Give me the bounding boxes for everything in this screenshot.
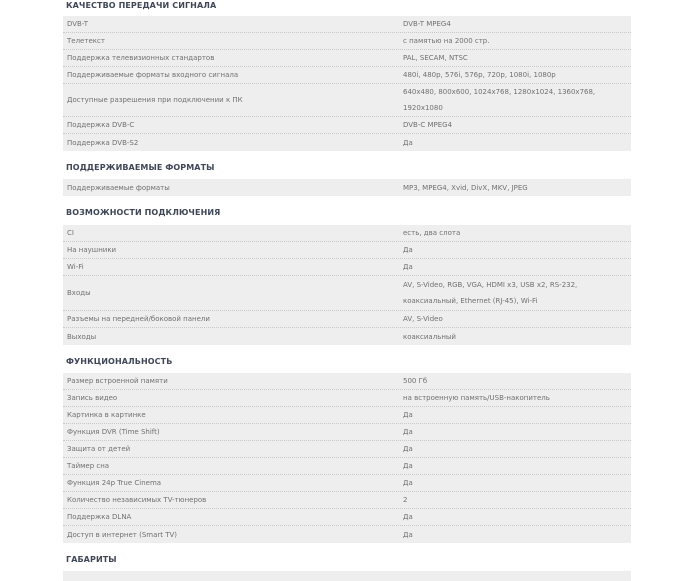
row-value: Да [403,138,413,147]
row-label: Доступные разрешения при подключении к ПК [67,96,243,104]
row-value: с памятью на 2000 стр. [403,37,490,45]
row-value: на встроенную память/USB-накопитель [403,394,550,402]
table-row [63,276,631,311]
spec-table [63,571,631,581]
table-row [63,373,631,390]
table-row [63,33,631,50]
row-value: 500 Гб [403,377,428,385]
row-value: Да [403,445,413,453]
row-value: 640x480, 800x600, 1024x768, 1280x1024, 1360x768, 1920x1080 [403,88,596,112]
spec-table [63,373,631,543]
table-row [63,50,631,67]
table-row [63,134,631,151]
table-row [63,259,631,276]
row-label: Поддерживаемые форматы [67,183,170,192]
row-label: Таймер сна [67,462,110,470]
row-value: Да [403,263,413,271]
table-row [63,84,631,117]
row-label: DVB-T [67,20,89,28]
row-value: Да [403,411,413,419]
table-row [63,441,631,458]
spec-table [63,225,631,345]
table-row [63,526,631,543]
table-row [63,67,631,84]
table-row [63,458,631,475]
table-row [63,328,631,345]
row-label: Поддержка DVB-C [67,121,135,129]
row-value: AV, S-Video, RGB, VGA, HDMI x3, USB x2, RS-232, коаксиальный, Ethernet (RJ-45), Wi-Fi [403,281,578,305]
table-row [63,492,631,509]
row-value: AV, S-Video [403,315,443,323]
row-value: коаксиальный [403,332,456,341]
row-label: Телетекст [67,37,105,45]
table-row [63,424,631,441]
row-label: Количество независимых TV-тюнеров [67,496,207,504]
row-label: Поддержка телевизионных стандартов [67,54,215,62]
row-label: Поддержка DVB-S2 [67,138,139,147]
table-row [63,475,631,492]
table-row [63,407,631,424]
section-title: ПОДДЕРЖИВАЕМЫЕ ФОРМАТЫ [66,163,215,172]
row-label: На наушники [67,246,117,254]
row-value: PAL, SECAM, NTSC [403,54,468,62]
row-value: 2 [403,496,408,504]
row-label: Запись видео [67,394,118,402]
row-label: Поддерживаемые форматы входного сигнала [67,71,239,79]
specs-container [63,0,631,581]
row-value: DVB-C MPEG4 [403,121,453,129]
row-label: Входы [67,289,91,297]
row-label: Выходы [67,332,97,341]
row-value: есть, два слота [403,229,461,237]
table-row [63,311,631,328]
row-value: MP3, MPEG4, Xvid, DivX, MKV, JPEG [403,183,528,192]
section-title: ВОЗМОЖНОСТИ ПОДКЛЮЧЕНИЯ [66,208,221,217]
section-title: ГАБАРИТЫ [66,555,117,564]
row-label: Функция 24p True Cinema [67,479,162,487]
row-label: Доступ в интернет (Smart TV) [67,530,178,539]
section-title: КАЧЕСТВО ПЕРЕДАЧИ СИГНАЛА [66,1,217,10]
row-value: Да [403,462,413,470]
row-label: Защита от детей [67,445,131,453]
table-row [63,16,631,33]
row-label: Поддержка DLNA [67,513,132,521]
table-row [63,242,631,259]
table-row [63,179,631,196]
row-label: Размер встроенной памяти [67,377,168,385]
row-label: CI [67,229,74,237]
table-row [63,225,631,242]
table-row [63,390,631,407]
row-label: Картинка в картинке [67,411,146,419]
row-value: Да [403,530,413,539]
row-value: Да [403,246,413,254]
row-value: Да [403,428,413,436]
spec-table [63,16,631,151]
row-value: 480i, 480p, 576i, 576p, 720p, 1080i, 1080p [403,71,556,79]
spec-table [63,179,631,196]
table-row [63,117,631,134]
row-value: DVB-T MPEG4 [403,20,451,28]
row-value: Да [403,479,413,487]
table-row [63,509,631,526]
row-label: Разъемы на передней/боковой панели [67,315,210,323]
row-label: Функция DVR (Time Shift) [67,428,160,436]
row-label: Wi-Fi [67,263,84,271]
row-value: Да [403,513,413,521]
section-title: ФУНКЦИОНАЛЬНОСТЬ [66,357,173,366]
